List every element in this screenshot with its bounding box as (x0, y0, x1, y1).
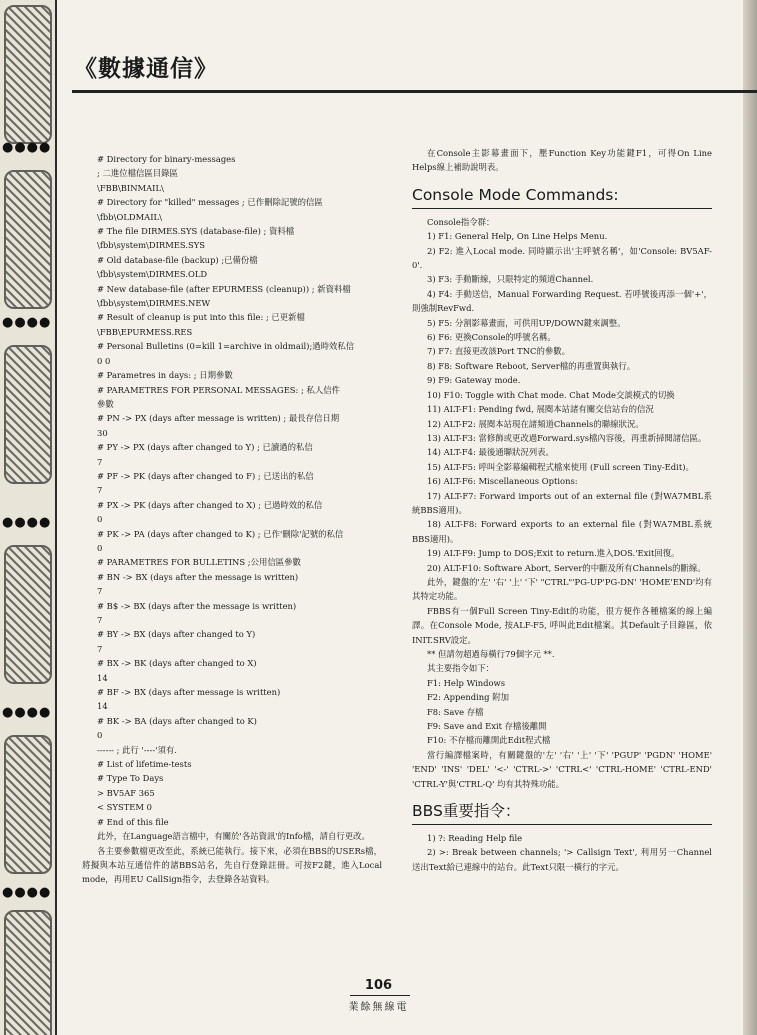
console-command-item: FBBS有一個Full Screen Tiny-Edit的功能，很方便作各種檔案的線上編譯。在Console Mode, 按ALF-F5, 呼叫此Edit檔案。其Default子目錄區，依INIT.SRV設定。 (412, 605, 712, 645)
config-line: # Directory for "killed" messages ; 已作刪除記號的信區 (97, 197, 323, 208)
config-line: \fbb\system\DIRMES.OLD (97, 269, 208, 280)
config-line: \fbb\OLDMAIL\ (97, 211, 162, 222)
config-line: # PY -> PX (days after changed to Y) ; 已讀過的私信 (97, 442, 313, 453)
config-line: # New database-file (after EPURMESS (cleanup)) ; 新資料檔 (97, 283, 351, 294)
config-line: 30 (97, 427, 108, 438)
config-line: # Parametres in days: ; 日期參數 (97, 370, 233, 381)
console-command-item: 5) F5: 分割影幕畫面，可供用UP/DOWN鍵來調整。 (427, 317, 626, 328)
console-command-item: 7) F7: 直接更改該Port TNC的參數。 (427, 346, 570, 357)
config-line: \fbb\system\DIRMES.SYS (97, 240, 205, 251)
console-command-item: 此外，鍵盤的'左' '右' '上' '下' "CTRL"'PG-UP'PG-DN' 'HOME'END'均有其特定功能。 (412, 576, 712, 602)
console-command-item: 19) ALT-F9: Jump to DOS;Exit to return.進入DOS.'Exit回復。 (427, 548, 680, 559)
console-command-item: 12) ALT-F2: 展閱本站現在諸頻道Channels的聯線狀況。 (427, 418, 644, 429)
config-line: # PN -> PX (days after message is written) ; 最長存信日期 (97, 413, 340, 424)
console-command-item: 17) ALT-F7: Forward imports out of an external file (對WA7MBL系統BBS適用)。 (412, 490, 712, 515)
ornament-tile (4, 345, 52, 484)
body-paragraph: 此外，在Language語言檔中，有關於'各站資訊'的Info檔，請自行更改。 (97, 831, 370, 842)
config-line: ------ ; 此行 '----'須有. (97, 744, 177, 755)
page-number: 106 (364, 978, 393, 993)
header-rule (72, 90, 757, 93)
dot-marker: ●●●● (2, 885, 52, 900)
config-line: # Directory for binary-messages (97, 154, 236, 164)
page-title: 《數據通信》 (74, 56, 218, 82)
config-line: # Old database-file (backup) ;已備份檔 (97, 254, 258, 265)
bbs-command-list (412, 831, 712, 874)
decorative-border (0, 0, 57, 1035)
bbs-command-item: 1) ?: Reading Help file (427, 833, 523, 844)
config-line: \FBB\BINMAIL\ (97, 182, 164, 193)
console-command-item: 20) ALT-F10: Software Abort, Server的中斷及所有Channels的斷線。 (427, 562, 706, 573)
console-command-item: Console指令群： (427, 216, 495, 227)
dot-marker: ●●●● (2, 515, 52, 530)
config-line: 0 (97, 514, 103, 525)
console-command-item: 4) F4: 手動送信，Manual Forwarding Request. 若呼號後再添一個'+'，則強制RevFwd. (412, 288, 712, 314)
config-line: # List of lifetime-tests (97, 759, 192, 770)
config-line: 7 (97, 615, 103, 625)
config-line: # Result of cleanup is put into this file: ; 已更新檔 (97, 312, 305, 323)
console-command-item: ** 但請勿超過每橫行79個字元 **. (427, 649, 555, 659)
config-line: 14 (97, 701, 108, 712)
console-command-item: F1: Help Windows (427, 677, 505, 688)
config-line: # PARAMETRES FOR BULLETINS ;公用信區參數 (97, 557, 301, 568)
config-line: # BN -> BX (days after the message is written) (97, 571, 299, 582)
config-line: 7 (97, 643, 103, 654)
config-line: 0 (97, 730, 103, 741)
config-line: 0 0 (97, 355, 111, 366)
ornament-tile (4, 170, 52, 309)
config-line: ; 二進位檔信區目錄區 (97, 168, 178, 179)
console-command-item: 當行編譯檔案時，有關鍵盤的'左' '右' '上' '下' 'PGUP' 'PGDN' 'HOME' 'END' 'INS' 'DEL' '<-' 'CTRL->' 'CTRL<' 'CTRL-HOME' 'CTRL-END' 'CTRL-Y'與'CTRL-Q' 均有其特殊功能。 (412, 749, 712, 789)
page-edge (743, 0, 757, 1035)
ornament-tile (4, 5, 52, 144)
console-command-item: 16) ALT-F6: Miscellaneous Options: (427, 476, 578, 487)
right-column (412, 146, 712, 874)
config-listing (82, 152, 382, 829)
config-line: \fbb\system\DIRMES.NEW (97, 298, 211, 309)
config-line: 14 (97, 672, 108, 683)
body-paragraph: 各主要參數檔更改至此，系統已能執行。接下來，必須在BBS的USERs檔，將擬與本站互通信件的諸BBS站名，先自行登錄註冊。可按F2鍵，進入Local mode，再用EU CallSign指令，去登錄各站資料。 (82, 845, 382, 885)
dot-marker: ●●●● (2, 315, 52, 330)
console-command-item: F10: 不存檔而離開此Edit程式檔 (427, 735, 551, 746)
magazine-name: 業餘無線電 (348, 1002, 409, 1013)
ornament-tile (4, 735, 52, 874)
config-line: 7 (97, 456, 103, 467)
console-command-item: 2) F2: 進入Local mode. 同時顯示出'主呼號名稱'，如'Console: BV5AF-0'. (412, 245, 712, 271)
console-command-list (412, 215, 712, 791)
left-paragraphs (82, 829, 382, 887)
bbs-heading: BBS重要指令： (412, 801, 712, 825)
console-command-item: 8) F8: Software Reboot, Server檔的再重置與執行。 (427, 360, 636, 371)
console-command-item: 1) F1: General Help, On Line Helps Menu. (427, 231, 608, 242)
console-command-item: 11) ALT-F1: Pending fwd, 展閱本站諸有關交信站台的信況 (427, 404, 654, 415)
bbs-command-item: 2) >: Break between channels; '> Callsign Text', 利用另一Channel送出Text給已連線中的站台。此Text只限一橫行的字元。 (412, 847, 712, 872)
config-line: # BK -> BA (days after changed to K) (97, 715, 257, 726)
console-command-item: F9: Save and Exit 存檔後離開 (427, 721, 547, 732)
config-line: # Personal Bulletins (0=kill 1=archive in oldmail);過時效私信 (97, 341, 355, 352)
config-line: # BY -> BX (days after changed to Y) (97, 629, 256, 640)
console-command-item: 15) ALT-F5: 呼叫全影幕編輯程式檔來使用 (Full screen Tiny-Edit)。 (427, 461, 694, 472)
config-line: # The file DIRMES.SYS (database-file) ; 資料檔 (97, 226, 295, 237)
console-command-item: 9) F9: Gateway mode. (427, 375, 521, 386)
config-line: # BF -> BX (days after message is written) (97, 687, 281, 698)
config-line: # PARAMETRES FOR PERSONAL MESSAGES: ; 私人信件 (97, 384, 341, 395)
config-line: < SYSTEM 0 (97, 802, 152, 813)
config-line: # Type To Days (97, 773, 164, 784)
dot-marker: ●●●● (2, 140, 52, 155)
console-command-item: 6) F6: 更換Console的呼號名稱。 (427, 332, 556, 343)
ornament-tile (4, 545, 52, 684)
config-line: # B$ -> BX (days after the message is written) (97, 600, 297, 611)
console-command-item: F2: Appending 附加 (427, 692, 509, 703)
console-command-item: 13) ALT-F3: 當修飾或更改過Forward.sys檔內容後，再重新掃閱諸信區。 (427, 432, 707, 443)
config-line: # PK -> PA (days after changed to K) ; 已作'刪除'記號的私信 (97, 528, 344, 539)
console-command-item: 14) ALT-F4: 最後通聯狀況列表。 (427, 447, 554, 458)
config-line: 0 (97, 542, 103, 553)
console-command-item: F8: Save 存檔 (427, 706, 484, 717)
config-line: 7 (97, 485, 103, 496)
config-line: > BV5AF 365 (97, 787, 155, 798)
config-line: \FBB\EPURMESS.RES (97, 326, 193, 337)
footer-rule (350, 995, 410, 996)
console-command-item: 10) F10: Toggle with Chat mode. Chat Mode交談模式的切換 (427, 389, 675, 400)
left-column (82, 152, 382, 887)
dot-marker: ●●●● (2, 705, 52, 720)
console-heading: Console Mode Commands: (412, 185, 712, 209)
config-line: # PX -> PK (days after changed to X) ; 已過時效的私信 (97, 499, 323, 510)
config-line: 參數 (97, 398, 114, 409)
config-line: # End of this file (97, 816, 169, 827)
config-line: # BX -> BK (days after changed to X) (97, 658, 257, 669)
page-header (62, 50, 757, 95)
console-command-item: 其主要指令如下： (427, 663, 494, 674)
console-command-item: 18) ALT-F8: Forward exports to an external file (對WA7MBL系統BBS適用)。 (412, 519, 712, 544)
console-command-item: 3) F3: 手動斷線，只限特定的頻道Channel. (427, 274, 594, 285)
intro-paragraph: 在Console主影幕畫面下，壓Function Key功能鍵F1，可得On Line Helps線上補助說明表。 (412, 148, 712, 173)
config-line: 7 (97, 586, 103, 597)
config-line: # PF -> PK (days after changed to F) ; 已送出的私信 (97, 470, 314, 481)
ornament-tile (4, 910, 52, 1035)
